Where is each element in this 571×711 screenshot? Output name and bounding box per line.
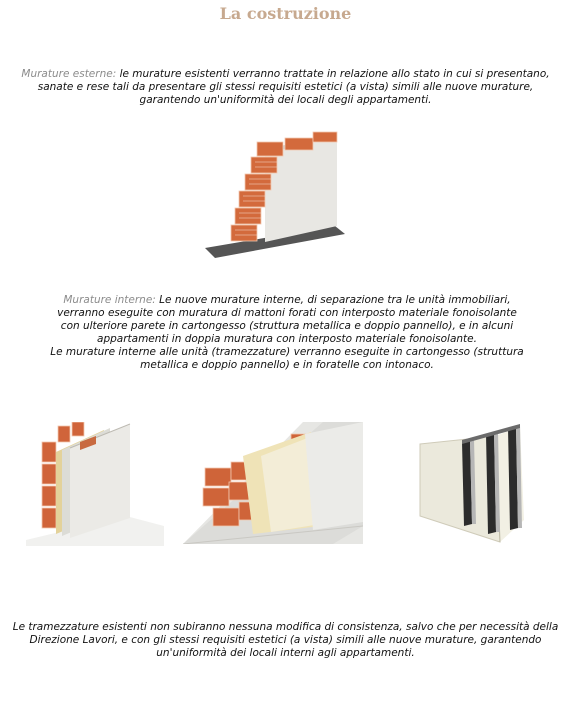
- exterior-walls-text: le murature esistenti verranno trattate in relazione allo stato in cui si presentano, sanate e rese tali da presentare gli stessi requisiti estetici (a vista) simili alle nuove murature, garantendo un'uniformità dei locali degli appartamenti.: [37, 68, 550, 106]
- exterior-wall-illustration: [205, 130, 345, 262]
- page-title: La costruzione: [219, 4, 352, 23]
- insulated-wall-illustration: [183, 422, 363, 544]
- interior-walls-text: Le nuove murature interne, di separazione tra le unità immobiliari, verranno eseguite con muratura di mattoni forati con interposto materiale fonoisolante con ulteriore parete in cartongesso (struttura metallica e doppio pannello), e in alcuni appartamenti in doppia muratura con interposto materiale fonoisolante.: [57, 294, 517, 345]
- double-wall-illustration: [26, 422, 164, 546]
- interior-walls-paragraph: [48, 294, 526, 372]
- exterior-walls-lead: Murature esterne:: [21, 68, 117, 80]
- partitions-text: Le tramezzature esistenti non subiranno nessuna modifica di consistenza, salvo che per necessità della Direzione Lavori, e con gli stessi requisiti estetici (a vista) simili alle nuove murature, garantendo un'uniformità dei locali interni agli appartamenti.: [12, 621, 559, 659]
- partitions-paragraph: [12, 621, 559, 660]
- interior-walls-lead: Murature interne:: [63, 294, 156, 306]
- drywall-illustration: [416, 424, 536, 548]
- interior-walls-text-2: Le murature interne alle unità (tramezzature) verranno eseguite in cartongesso (struttura metallica e doppio pannello) e in foratelle con intonaco.: [50, 346, 524, 371]
- exterior-walls-paragraph: [8, 68, 563, 107]
